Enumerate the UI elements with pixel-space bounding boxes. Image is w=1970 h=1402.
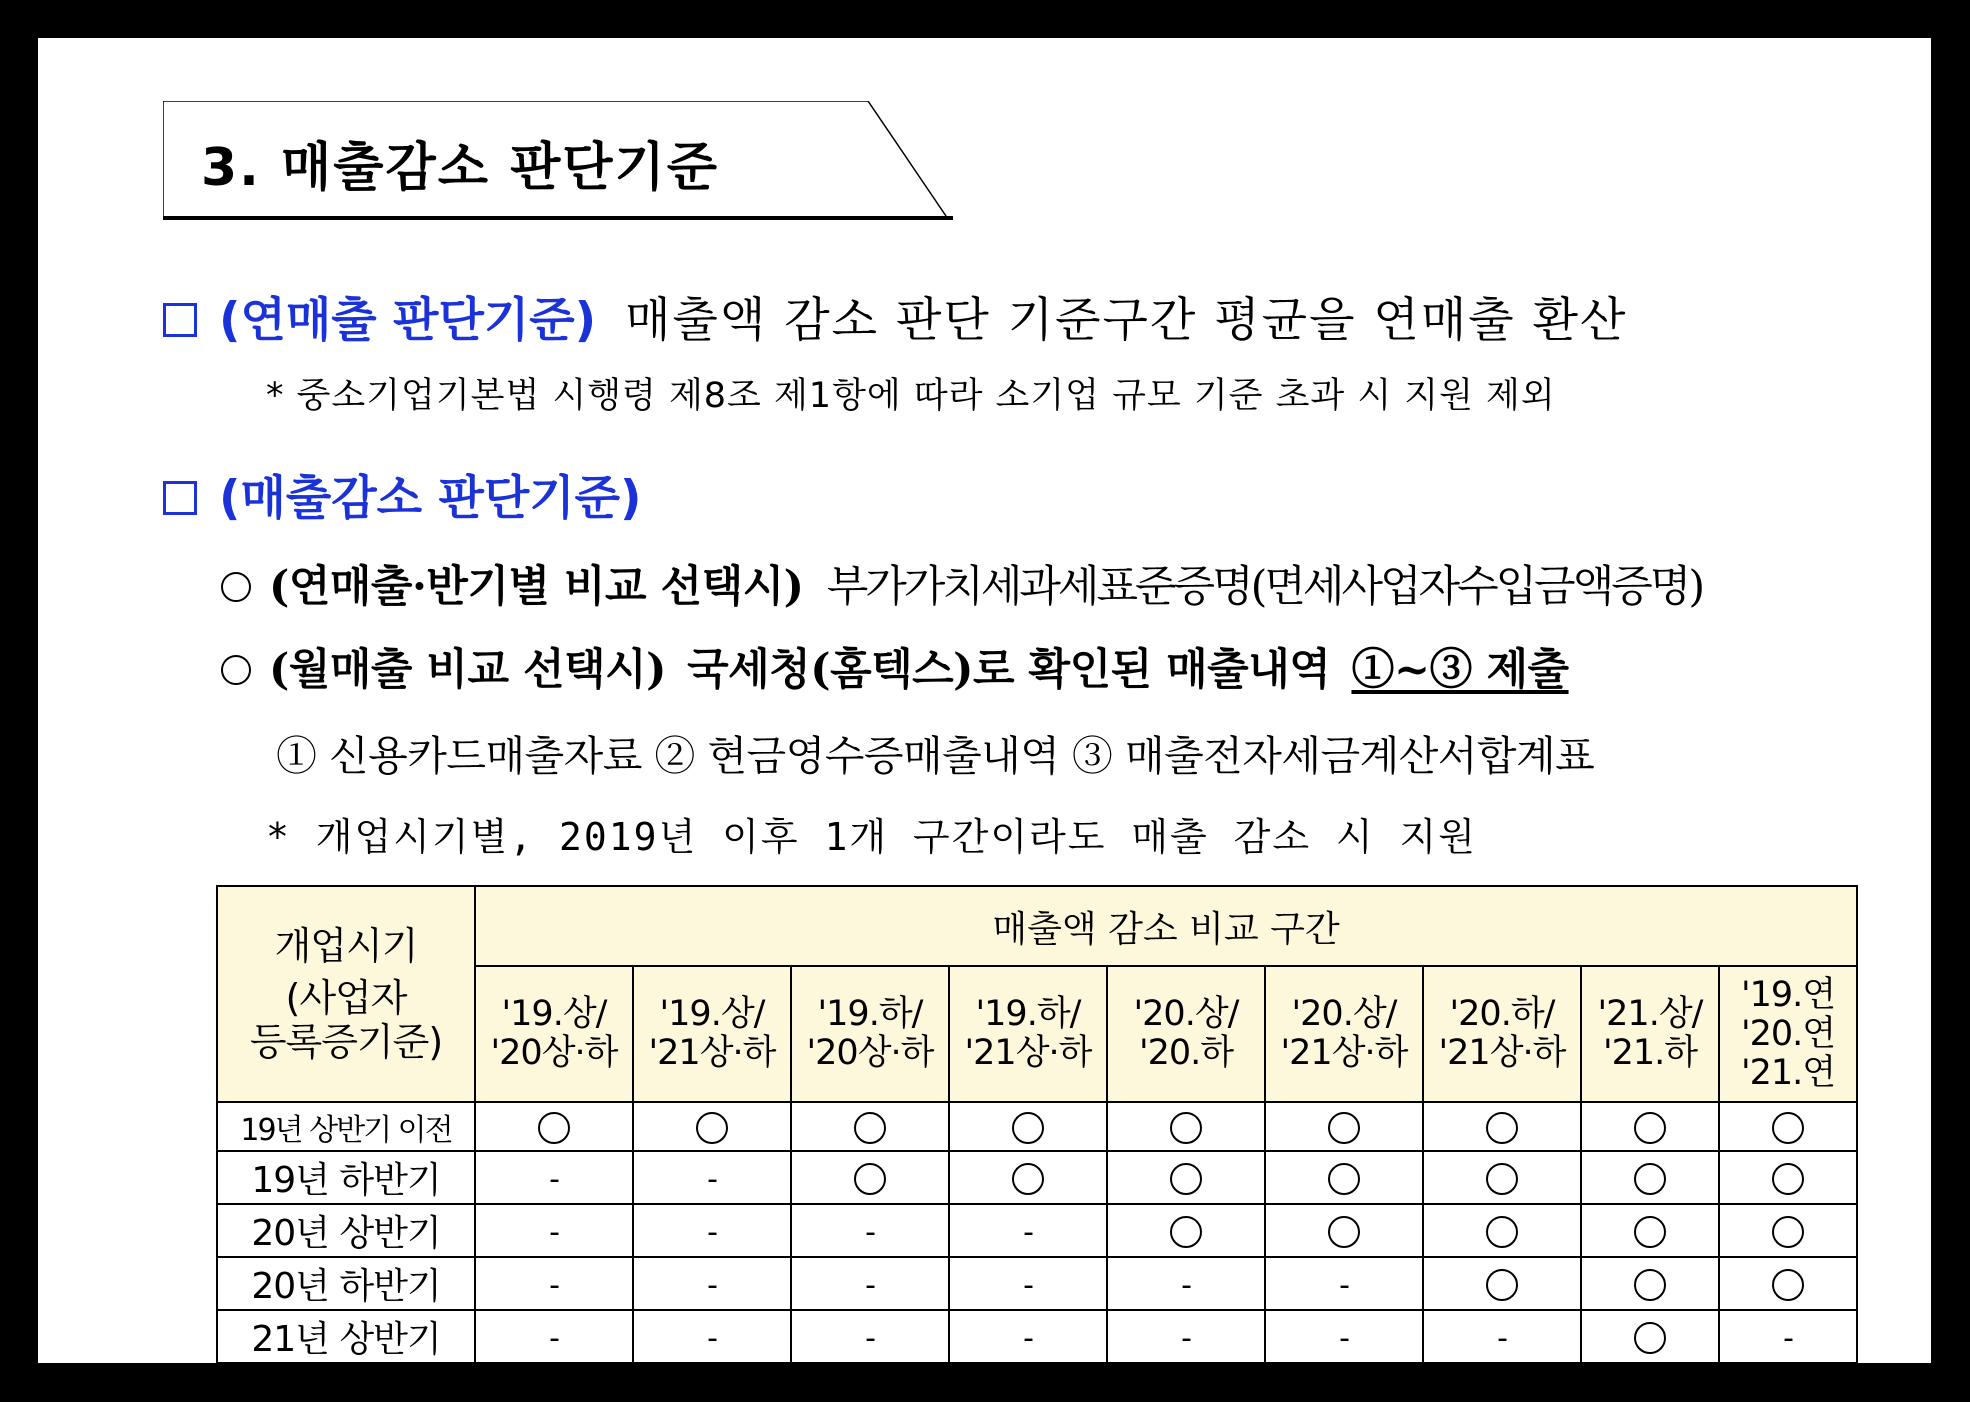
document-page xyxy=(38,38,1931,1363)
table-row xyxy=(217,1257,1857,1310)
eligible-circle-icon xyxy=(1012,1112,1044,1144)
section-annual-sales-label: (연매출 판단기준) xyxy=(219,293,597,348)
table-cell xyxy=(1265,1151,1423,1204)
comparison-column-header xyxy=(791,966,949,1102)
comparison-column-header-line: '20상·하 xyxy=(490,1033,618,1073)
table-cell xyxy=(1719,1310,1857,1363)
table-cell xyxy=(791,1204,949,1257)
eligible-circle-icon xyxy=(1170,1216,1202,1248)
not-applicable-mark: - xyxy=(707,1162,717,1197)
opening-period-header-line: 개업시기 xyxy=(274,924,418,968)
table-cell xyxy=(475,1257,633,1310)
table-cell xyxy=(949,1204,1107,1257)
eligible-circle-icon xyxy=(1634,1269,1666,1301)
table-cell xyxy=(475,1310,633,1363)
table-cell xyxy=(1107,1257,1265,1310)
comparison-column-header xyxy=(633,966,791,1102)
bullet-monthly-submit: ①~③ 제출 xyxy=(1351,645,1569,695)
table-row xyxy=(217,1310,1857,1363)
not-applicable-mark: - xyxy=(707,1268,717,1303)
not-applicable-mark: - xyxy=(865,1268,875,1303)
table-cell xyxy=(791,1102,949,1151)
comparison-column-header xyxy=(1265,966,1423,1102)
table-cell xyxy=(475,1151,633,1204)
bullet-annual-half-label: (연매출·반기별 비교 선택시) xyxy=(269,562,804,612)
not-applicable-mark: - xyxy=(1023,1215,1033,1250)
opening-period-header-line: (사업자 xyxy=(285,976,407,1020)
comparison-column-header xyxy=(949,966,1107,1102)
comparison-range-header: 매출액 감소 비교 구간 xyxy=(475,886,1857,966)
comparison-column-header-line: '21상·하 xyxy=(648,1033,776,1073)
not-applicable-mark: - xyxy=(865,1321,875,1356)
checkbox-square-icon xyxy=(163,481,197,515)
table-cell xyxy=(1581,1257,1719,1310)
table-cell xyxy=(633,1102,791,1151)
row-label: 20년 상반기 xyxy=(217,1204,475,1257)
eligible-circle-icon xyxy=(854,1112,886,1144)
eligible-circle-icon xyxy=(1772,1216,1804,1248)
not-applicable-mark: - xyxy=(1339,1321,1349,1356)
not-applicable-mark: - xyxy=(1023,1268,1033,1303)
not-applicable-mark: - xyxy=(1497,1321,1507,1356)
eligible-circle-icon xyxy=(1486,1112,1518,1144)
sales-comparison-table xyxy=(216,885,1858,1364)
eligible-circle-icon xyxy=(1634,1163,1666,1195)
table-cell xyxy=(1265,1310,1423,1363)
annual-sales-note: * 중소기업기본법 시행령 제8조 제1항에 따라 소기업 규모 기준 초과 시 지원 제외 xyxy=(266,376,1556,416)
table-cell xyxy=(1423,1310,1581,1363)
page-title: 3. 매출감소 판단기준 xyxy=(201,138,719,198)
table-cell xyxy=(1265,1204,1423,1257)
table-cell xyxy=(1423,1102,1581,1151)
table-cell xyxy=(1107,1151,1265,1204)
table-cell xyxy=(1581,1204,1719,1257)
table-cell xyxy=(1107,1310,1265,1363)
table-cell xyxy=(791,1310,949,1363)
title-banner xyxy=(163,101,953,221)
section-annual-sales xyxy=(163,283,1627,350)
bullet-circle-icon xyxy=(221,655,251,685)
not-applicable-mark: - xyxy=(1023,1321,1033,1356)
eligible-circle-icon xyxy=(854,1163,886,1195)
not-applicable-mark: - xyxy=(865,1215,875,1250)
comparison-column-header xyxy=(1107,966,1265,1102)
eligible-circle-icon xyxy=(1634,1216,1666,1248)
table-cell xyxy=(633,1310,791,1363)
comparison-column-header-line: '21.하 xyxy=(1602,1033,1698,1073)
table-cell xyxy=(791,1257,949,1310)
table-row xyxy=(217,1204,1857,1257)
checkbox-square-icon xyxy=(163,303,197,337)
section-sales-decrease-label: (매출감소 판단기준) xyxy=(219,471,642,526)
eligible-circle-icon xyxy=(1486,1163,1518,1195)
not-applicable-mark: - xyxy=(1339,1268,1349,1303)
bullet-circle-icon xyxy=(221,572,251,602)
table-cell xyxy=(1581,1151,1719,1204)
row-label: 21년 상반기 xyxy=(217,1310,475,1363)
table-cell xyxy=(1581,1102,1719,1151)
comparison-column-header-line: '20.하 xyxy=(1138,1033,1234,1073)
comparison-column-header-line: '20.연 xyxy=(1740,1013,1836,1054)
comparison-column-header-line: '19.연 xyxy=(1740,974,1836,1015)
table-cell xyxy=(949,1102,1107,1151)
eligible-circle-icon xyxy=(1486,1216,1518,1248)
comparison-column-header-line: '20.상/ xyxy=(1133,994,1239,1034)
table-cell xyxy=(633,1257,791,1310)
table-cell xyxy=(1265,1257,1423,1310)
comparison-column-header-line: '20.하/ xyxy=(1449,994,1555,1034)
eligible-circle-icon xyxy=(1634,1322,1666,1354)
comparison-column-header-line: '21상·하 xyxy=(1280,1033,1408,1073)
table-cell xyxy=(1719,1102,1857,1151)
comparison-column-header xyxy=(1581,966,1719,1102)
comparison-column-header-line: '21.상/ xyxy=(1597,994,1703,1034)
table-cell xyxy=(633,1151,791,1204)
row-label: 20년 하반기 xyxy=(217,1257,475,1310)
table-cell xyxy=(949,1151,1107,1204)
section-annual-sales-text: 매출액 감소 판단 기준구간 평균을 연매출 환산 xyxy=(625,293,1628,348)
eligible-circle-icon xyxy=(1170,1163,1202,1195)
bullet-annual-half xyxy=(221,553,1702,614)
eligible-circle-icon xyxy=(1012,1163,1044,1195)
comparison-column-header xyxy=(1423,966,1581,1102)
not-applicable-mark: - xyxy=(549,1321,559,1356)
table-cell xyxy=(475,1204,633,1257)
table-cell xyxy=(1423,1204,1581,1257)
bullet-monthly-text: 국세청(홈텍스)로 확인된 매출내역 xyxy=(687,645,1331,695)
not-applicable-mark: - xyxy=(707,1215,717,1250)
table-cell xyxy=(1581,1310,1719,1363)
not-applicable-mark: - xyxy=(549,1162,559,1197)
eligible-circle-icon xyxy=(1772,1163,1804,1195)
comparison-column-header-line: '21상·하 xyxy=(964,1033,1092,1073)
bullet-monthly xyxy=(221,636,1569,697)
table-cell xyxy=(1719,1151,1857,1204)
table-cell xyxy=(949,1257,1107,1310)
row-label: 19년 하반기 xyxy=(217,1151,475,1204)
comparison-column-header xyxy=(1719,966,1857,1102)
row-label: 19년 상반기 이전 xyxy=(217,1102,475,1151)
comparison-column-header-line: '19.하/ xyxy=(975,994,1081,1034)
not-applicable-mark: - xyxy=(1181,1268,1191,1303)
eligible-circle-icon xyxy=(696,1112,728,1144)
comparison-column-header-line: '19.상/ xyxy=(659,994,765,1034)
table-cell xyxy=(1719,1257,1857,1310)
table-cell xyxy=(791,1151,949,1204)
eligible-circle-icon xyxy=(1328,1163,1360,1195)
comparison-column-header-line: '21상·하 xyxy=(1438,1033,1566,1073)
comparison-column-header-line: '19.하/ xyxy=(817,994,923,1034)
opening-period-header xyxy=(217,886,475,1102)
eligible-circle-icon xyxy=(1328,1112,1360,1144)
bullet-monthly-label: (월매출 비교 선택시) xyxy=(269,645,666,695)
comparison-column-header-line: '21.연 xyxy=(1740,1052,1836,1093)
table-cell xyxy=(1423,1257,1581,1310)
opening-period-header-line: 등록증기준) xyxy=(249,1020,443,1064)
eligible-circle-icon xyxy=(1328,1216,1360,1248)
not-applicable-mark: - xyxy=(1783,1321,1793,1356)
required-documents: ① 신용카드매출자료 ② 현금영수증매출내역 ③ 매출전자세금계산서합계표 xyxy=(276,732,1595,780)
comparison-column-header-line: '20.상/ xyxy=(1291,994,1397,1034)
not-applicable-mark: - xyxy=(1181,1321,1191,1356)
eligible-circle-icon xyxy=(1772,1112,1804,1144)
table-cell xyxy=(1265,1102,1423,1151)
comparison-column-header-line: '19.상/ xyxy=(501,994,607,1034)
table-cell xyxy=(1719,1204,1857,1257)
eligible-circle-icon xyxy=(1772,1269,1804,1301)
table-row xyxy=(217,1151,1857,1204)
table-cell xyxy=(1107,1204,1265,1257)
section-sales-decrease xyxy=(163,461,642,528)
table-row xyxy=(217,1102,1857,1151)
table-cell xyxy=(633,1204,791,1257)
eligible-circle-icon xyxy=(1634,1112,1666,1144)
not-applicable-mark: - xyxy=(549,1215,559,1250)
eligible-circle-icon xyxy=(538,1112,570,1144)
opening-period-note: * 개업시기별, 2019년 이후 1개 구간이라도 매출 감소 시 지원 xyxy=(266,815,1477,859)
comparison-column-header-line: '20상·하 xyxy=(806,1033,934,1073)
table-cell xyxy=(475,1102,633,1151)
not-applicable-mark: - xyxy=(549,1268,559,1303)
not-applicable-mark: - xyxy=(707,1321,717,1356)
eligible-circle-icon xyxy=(1486,1269,1518,1301)
table-cell xyxy=(1107,1102,1265,1151)
eligible-circle-icon xyxy=(1170,1112,1202,1144)
table-cell xyxy=(1423,1151,1581,1204)
comparison-column-header xyxy=(475,966,633,1102)
table-cell xyxy=(949,1310,1107,1363)
bullet-annual-half-text: 부가가치세과세표준증명(면세사업자수입금액증명) xyxy=(826,562,1703,612)
